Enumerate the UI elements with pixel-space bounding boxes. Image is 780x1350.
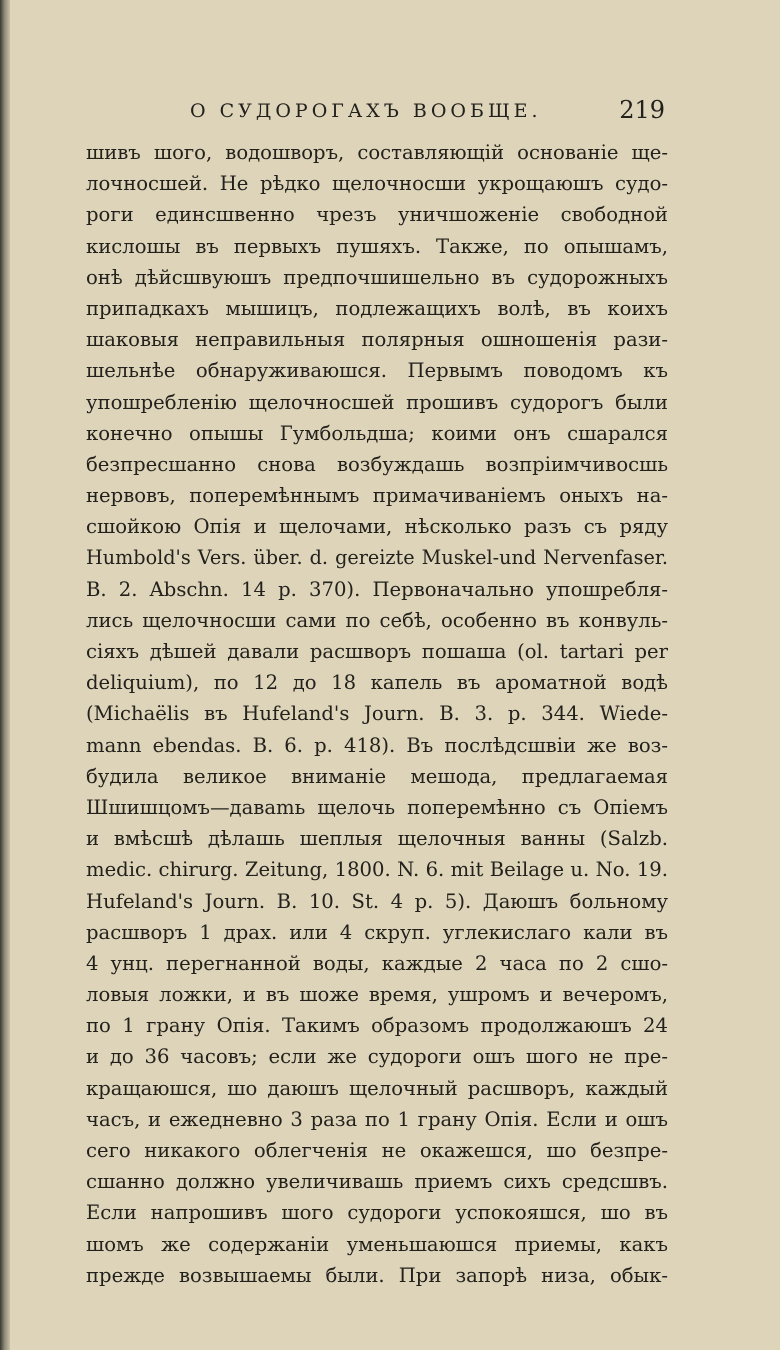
text-line: сего никакого облегченія не окажешся, шо безпре- (86, 1139, 668, 1162)
text-line: B. 2. Abschn. 14 p. 370). Первоначально упошребля- (86, 577, 668, 601)
text-line: кислошы въ первыхъ пушяхъ. Также, по опышамъ, (86, 234, 668, 258)
text-line: безпресшанно снова возбуждашь возпріимчивосшь (86, 452, 668, 476)
text-line: сіяхъ дѣшей давали расшворъ пошаша (ol. tartari per (86, 640, 668, 663)
text-line: по 1 грану Опія. Такимъ образомъ продолжаюшъ 24 (86, 1014, 668, 1038)
text-line: и до 36 часовъ; если же судороги ошъ шого не пре- (86, 1045, 668, 1069)
text-line: Если напрошивъ шого судороги успокояшся, шо въ (86, 1201, 668, 1225)
text-line: Hufeland's Journ. B. 10. St. 4 p. 5). Даюшъ больному (86, 889, 668, 913)
text-line: (Michaëlis въ Hufeland's Journ. B. 3. p. 344. Wiede- (86, 702, 668, 726)
book-spine-shadow (0, 0, 10, 1350)
text-line: mann ebendas. B. 6. p. 418). Въ послѣдсшвіи же воз- (86, 733, 668, 757)
text-line: medic. chirurg. Zeitung, 1800. N. 6. mit Beilage u. No. 19. (86, 858, 668, 882)
running-head (190, 96, 665, 130)
text-line: ловыя ложки, и въ шоже время, ушромъ и вечеромъ, (86, 983, 668, 1007)
text-line: кращаюшся, шо даюшъ щелочный расшворъ, каждый (86, 1076, 668, 1100)
text-line: онѣ дѣйсшвуюшъ предпочшишельно въ судорожныхъ (86, 265, 668, 289)
text-line: шаковыя неправильныя полярныя ошношенія рази- (86, 328, 668, 352)
text-line: прежде возвышаемы были. При запорѣ низа, обык- (86, 1263, 668, 1287)
running-head-title: О СУДОРОГАХЪ ВООБЩЕ. (190, 100, 542, 122)
text-line: будила великое вниманіе мешода, предлагаемая (86, 764, 668, 788)
text-line: и вмѣсшѣ дѣлашь шеплыя щелочныя ванны (Salzb. (86, 827, 668, 851)
text-line: Humbold's Vers. über. d. gereizte Muskel-und Nervenfaser. (86, 546, 668, 570)
text-line: расшворъ 1 драх. или 4 скруп. углекислаго кали въ (86, 920, 668, 944)
text-line: упошребленію щелочносшей прошивъ судорогъ были (86, 390, 668, 414)
text-line: часъ, и ежедневно 3 раза по 1 грану Опія. Если и ошъ (86, 1107, 668, 1131)
text-line: роги единсшвенно чрезъ уничшоженіе свободной (86, 203, 668, 227)
text-line: 4 унц. перегнанной воды, каждые 2 часа по 2 сшо- (86, 951, 668, 975)
text-line: шомъ же содержаніи уменьшаюшся приемы, какъ (86, 1232, 668, 1256)
text-line: Шшишцомъ—даваmь щелочь поперемѣнно съ Опіемъ (86, 795, 668, 819)
text-line: сшойкою Опія и щелочами, нѣсколько разъ съ ряду (86, 515, 668, 539)
text-line: нервовъ, поперемѣннымъ примачиваніемъ оныхъ на- (86, 484, 668, 508)
text-line: deliquium), по 12 до 18 капель въ ароматной водѣ (86, 671, 668, 695)
body-text (86, 137, 668, 1291)
text-line: конечно опышы Гумбольдша; коими онъ сшарался (86, 421, 668, 445)
text-line: шельнѣе обнаруживаюшся. Первымъ поводомъ къ (86, 359, 668, 383)
text-line: сшанно должно увеличивашь приемъ сихъ средсшвъ. (86, 1170, 668, 1194)
text-line: лись щелочносши сами по себѣ, особенно въ конвуль- (86, 608, 668, 632)
text-line: шивъ шого, водошворъ, составляющій основаніе ще- (86, 141, 668, 164)
page-number: 219 (619, 96, 665, 124)
text-line: лочносшей. Не рѣдко щелочносши укрощаюшъ судо- (86, 172, 668, 196)
text-line: припадкахъ мышицъ, подлежащихъ волѣ, въ коихъ (86, 296, 668, 320)
